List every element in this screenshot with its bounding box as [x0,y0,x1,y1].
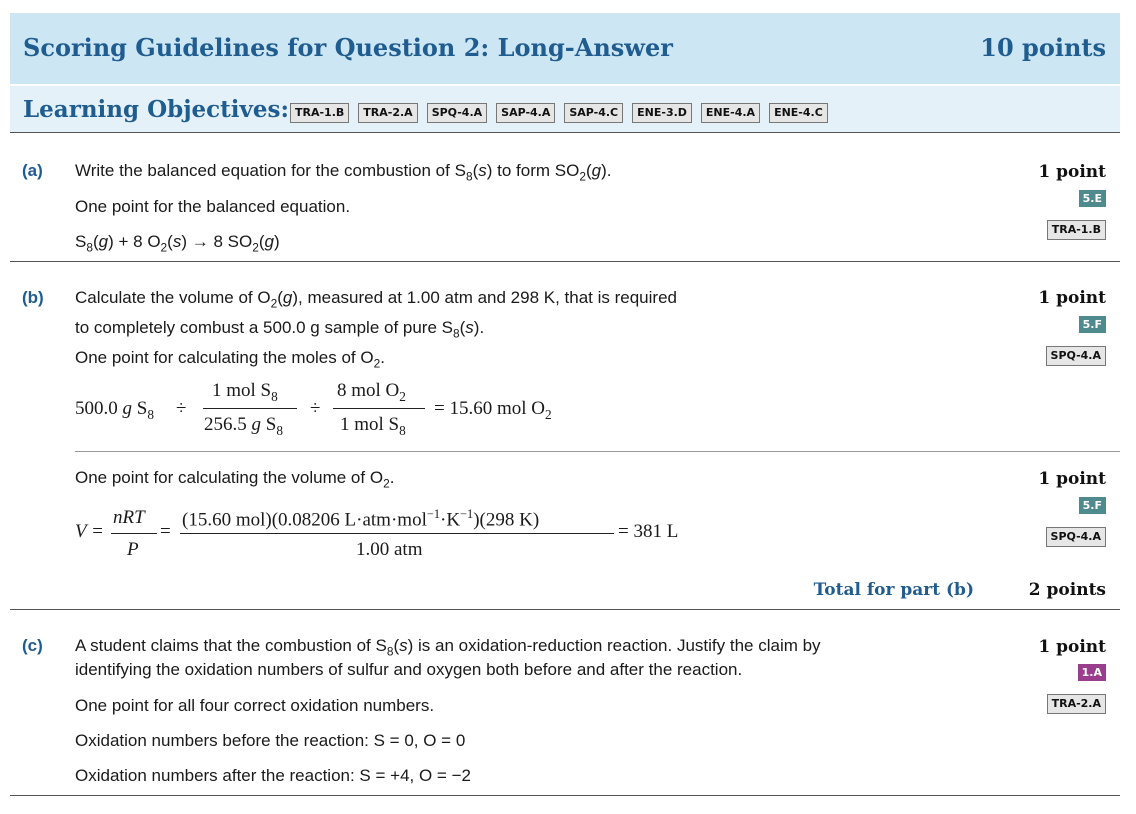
objective-tag: SAP-4.C [564,103,623,123]
learning-objectives-bar [10,86,1120,133]
part-b-points1: 1 point [1038,288,1106,308]
fraction-bar [111,533,157,534]
calc-numerator-3: (15.60 mol)(0.08206 $L\cdot atm\cdot mol^{-1}\cdot K^{-1})(298$ K) [182,507,540,531]
part-b-criterion2: One point for calculating the volume of $O_2$. [75,468,395,491]
fraction-bar [180,533,614,534]
part-c-before: Oxidation numbers before the reaction: S = 0, O = 0 [75,731,466,750]
part-a-objective-tag: TRA-1.B [1047,220,1106,240]
calc-result-2: = 381 L [618,521,679,542]
objective-tag: TRA-1.B [290,103,349,123]
fraction-bar [333,408,425,409]
part-b-skill-badge1: 5.F [1079,316,1106,333]
part-c-question-line1: A student claims that the combustion of $S_8(s)$ is an oxidation-reduction reaction. Justify the claim by [75,636,821,659]
calc-denominator-1: 256.5 g $S_8$ [204,414,283,438]
calc-nrt: nRT [113,507,145,528]
calc-divide-2: ÷ [310,398,321,419]
objective-tag: ENE-4.C [769,103,828,123]
objective-tag: TRA-2.A [358,103,417,123]
divider [10,261,1120,262]
page-title: Scoring Guidelines for Question 2: Long-Answer [23,33,673,62]
calc-numerator-1: 1 mol $S_8$ [212,380,278,404]
part-c-label: (c) [22,636,43,655]
calc-mass: 500.0 [75,398,118,419]
part-c-points: 1 point [1038,637,1106,657]
calc-result-value: 15.60 mol O [449,398,545,419]
learning-objectives-tags [290,103,828,123]
total-points: 10 points [980,33,1106,62]
part-a-skill-badge: 5.E [1079,190,1106,207]
part-b-question-line1: Calculate the volume of $O_2(g)$, measured at 1.00 atm and 298 K, that is required [75,288,677,311]
part-b-objective-tag2: SPQ-4.A [1046,527,1106,547]
objective-tag: ENE-4.A [701,103,760,123]
part-b-skill-badge2: 5.F [1079,497,1106,514]
part-c-criterion: One point for all four correct oxidation numbers. [75,696,435,715]
part-b-question-line2: to completely combust a 500.0 g sample of pure $S_8(s)$. [75,318,485,341]
calc-denominator-2: 1 mol $S_8$ [340,414,406,438]
objective-tag: ENE-3.D [632,103,692,123]
calc-v: V = [75,521,104,542]
part-a-criterion: One point for the balanced equation. [75,197,351,216]
calc-result-1: = 15.60 mol $O_2$ [434,398,552,422]
part-b-criterion1: One point for calculating the moles of $O_2$. [75,348,385,371]
part-b-total-points: 2 points [1028,580,1106,600]
part-a-answer: $S_8(g) + 8$ $O_2(s) \to 8$ $SO_2(g)$ [75,232,280,255]
part-a-question: Write the balanced equation for the combustion of $S_8(s)$ to form $SO_2(g)$. [75,161,612,184]
calc-divide-1: ÷ [176,398,187,419]
part-c-objective-tag: TRA-2.A [1047,694,1106,714]
fraction-bar [203,408,297,409]
divider [10,795,1120,796]
calc-numerator-2: 8 mol $O_2$ [337,380,406,404]
part-c-skill-badge: 1.A [1078,664,1106,681]
header-bar [10,13,1120,84]
part-b-points2: 1 point [1038,469,1106,489]
learning-objectives-title: Learning Objectives: [23,96,289,123]
divider [75,451,1120,452]
objective-tag: SAP-4.A [496,103,555,123]
divider [10,609,1120,610]
calc-equals: = [160,521,171,542]
part-c-question-line2: identifying the oxidation numbers of sulfur and oxygen both before and after the reaction. [75,660,743,679]
part-b-label: (b) [22,288,44,307]
objective-tag: SPQ-4.A [427,103,487,123]
part-b-total-label: Total for part (b) [813,580,974,600]
part-a-points: 1 point [1038,162,1106,182]
calc-p: P [127,539,139,560]
calc-denominator-3: 1.00 atm [356,539,423,560]
part-c-after: Oxidation numbers after the reaction: S = +4, O = −2 [75,766,471,785]
calc-ratio: 8 mol O [337,380,400,401]
part-b-objective-tag1: SPQ-4.A [1046,346,1106,366]
calc-molar-mass: 256.5 [204,414,247,435]
part-a-label: (a) [22,161,43,180]
